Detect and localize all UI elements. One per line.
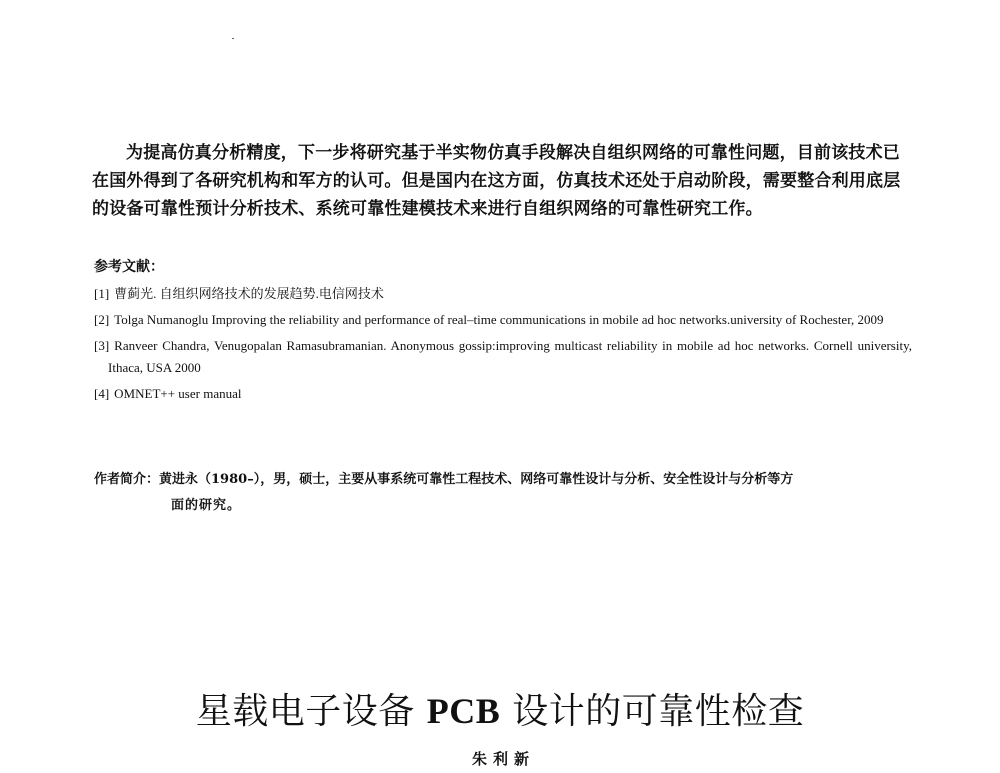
reference-text: 曹蓟光. 自组织网络技术的发展趋势.电信网技术 [114,286,384,301]
reference-number: [4] [94,386,110,401]
reference-number: [3] [94,338,110,353]
scan-speck [232,38,234,39]
reference-text: OMNET++ user manual [114,386,242,401]
title-prefix: 星载电子设备 [195,691,415,732]
reference-item-2 [94,309,912,331]
reference-text: Tolga Numanoglu Improving the reliability and performance of real–time communications in mobile ad hoc networks.university of Rochester, 2009 [114,312,884,327]
reference-item-1 [94,283,912,305]
reference-number: [1] [94,286,110,301]
author-bio-label: 作者简介： [94,472,160,487]
next-article-author: 朱利新 [472,750,536,768]
author-bio-line-2: 面的研究。 [171,498,242,513]
references-heading: 参考文献： [94,259,164,275]
author-bio-line-1 [94,467,916,493]
reference-text: Ranveer Chandra, Venugopalan Ramasubramanian. Anonymous gossip:improving multicast reliability in mobile ad hoc networks. Cornell university, Ithaca, USA 2000 [108,338,912,375]
next-article-title [0,683,1000,740]
reference-item-4 [94,383,912,405]
author-bio [94,467,916,519]
body-paragraph: 为提高仿真分析精度，下一步将研究基于半实物仿真手段解决自组织网络的可靠性问题，目前该技术已在国外得到了各研究机构和军方的认可。但是国内在这方面，仿真技术还处于启动阶段，需要整合利用底层的设备可靠性预计分析技术、系统可靠性建模技术来进行自组织网络的可靠性研究工作。 [92,143,901,219]
author-bio-text: 黄进永（1980–），男，硕士，主要从事系统可靠性工程技术、网络可靠性设计与分析、安全性设计与分析等方 [159,472,794,487]
title-latin: PCB [426,691,501,731]
reference-number: [2] [94,312,110,327]
reference-list [94,283,912,409]
title-suffix: 设计的可靠性检查 [512,691,805,732]
reference-item-3 [94,335,912,379]
